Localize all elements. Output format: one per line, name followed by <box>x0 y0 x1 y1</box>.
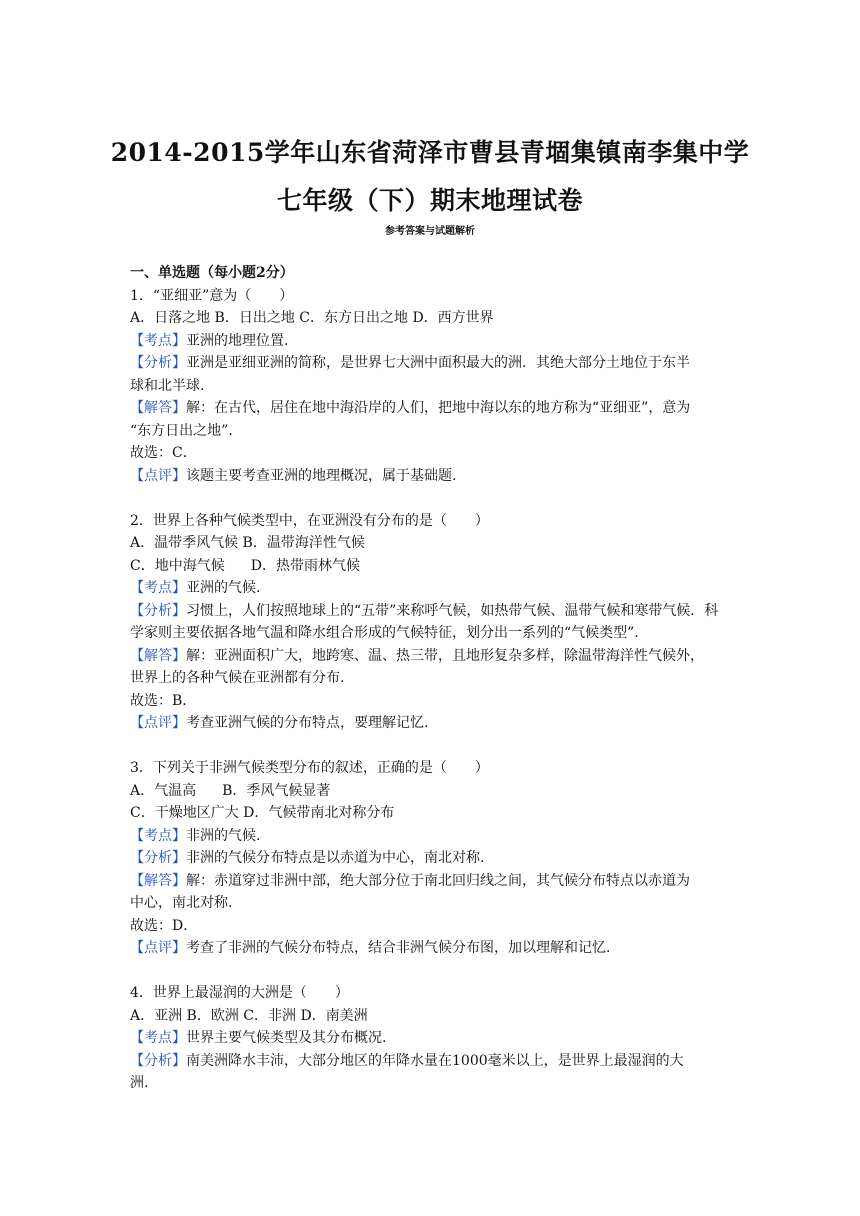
q4-kaodian <box>130 1027 735 1050</box>
q3-options-2: C．干燥地区广大 D．气候带南北对称分布 <box>130 805 395 821</box>
kaodian-tag: 【考点】 <box>130 332 186 349</box>
q2-fenxi <box>130 600 735 623</box>
section-heading: 一、单选题（每小题2分） <box>130 265 294 281</box>
q2-dianping-text: 考查亚洲气候的分布特点，要理解记忆. <box>186 715 429 731</box>
q3-answer: 故选：D． <box>130 917 198 934</box>
q1-answer: 故选：C． <box>130 445 197 461</box>
q3-fenxi-text: 非洲的气候分布特点是以赤道为中心，南北对称. <box>186 850 485 866</box>
q3-jieda <box>130 870 735 893</box>
q2-options-1: A．温带季风气候 B．温带海洋性气候 <box>130 535 365 551</box>
fenxi-tag: 【分析】 <box>130 602 186 619</box>
q2-jieda <box>130 645 735 668</box>
document-title-line1: 2014-2015学年山东省菏泽市曹县青堌集镇南李集中学 <box>110 138 750 167</box>
q1-fenxi <box>130 352 735 375</box>
q2-stem: 2．世界上各种气候类型中，在亚洲没有分布的是（ ） <box>130 512 489 529</box>
dianping-tag: 【点评】 <box>130 940 186 956</box>
q2-answer: 故选：B． <box>130 692 197 709</box>
q3-options-1 <box>130 780 735 803</box>
q1-jieda-cont: “东方日出之地”. <box>130 422 233 439</box>
dianping-tag: 【点评】 <box>130 467 186 484</box>
q1-fenxi-text: 亚洲是亚细亚洲的简称，是世界七大洲中面积最大的洲．其绝大部分土地位于东半 <box>186 355 690 371</box>
q3-option-a: A．气温高 <box>130 782 197 799</box>
spacer <box>130 487 735 510</box>
q1-dianping <box>130 465 735 488</box>
q3-fenxi <box>130 847 735 870</box>
q3-dianping <box>130 937 735 960</box>
q1-dianping-text: 该题主要考查亚洲的地理概况，属于基础题. <box>186 467 457 484</box>
kaodian-tag: 【考点】 <box>130 827 186 844</box>
q3-kaodian <box>130 825 735 848</box>
q1-options: A．日落之地 B．日出之地 C．东方日出之地 D．西方世界 <box>130 310 494 326</box>
q2-option-c: C．地中海气候 <box>130 557 225 574</box>
q4-fenxi <box>130 1050 735 1073</box>
jieda-tag: 【解答】 <box>130 872 186 889</box>
kaodian-tag: 【考点】 <box>130 580 186 596</box>
q1-kaodian <box>130 330 735 353</box>
q1-stem: 1．“亚细亚”意为（ ） <box>130 287 294 304</box>
q1-jieda-text: 解：在古代，居住在地中海沿岸的人们，把地中海以东的地方称为“亚细亚”，意为 <box>186 400 691 416</box>
document-subtitle: 参考答案与试题解析 <box>385 226 475 237</box>
q2-kaodian <box>130 577 735 600</box>
q3-jieda-cont: 中心，南北对称. <box>130 895 233 911</box>
kaodian-tag: 【考点】 <box>130 1030 186 1046</box>
q2-kaodian-text: 亚洲的气候. <box>186 580 261 596</box>
q3-jieda-text: 解：赤道穿过非洲中部，绝大部分位于南北回归线之间，其气候分布特点以赤道为 <box>186 872 690 889</box>
q2-jieda-cont: 世界上的各种气候在亚洲都有分布. <box>130 670 345 686</box>
spacer <box>130 960 735 983</box>
q4-fenxi-text: 南美洲降水丰沛，大部分地区的年降水量在1000毫米以上，是世界上最湿润的大 <box>186 1052 684 1069</box>
jieda-tag: 【解答】 <box>130 647 186 664</box>
q1-kaodian-text: 亚洲的地理位置. <box>186 332 289 349</box>
q2-option-d: D．热带雨林气候 <box>250 557 360 574</box>
q2-dianping <box>130 712 735 735</box>
q4-options: A．亚洲 B．欧洲 C．非洲 D．南美洲 <box>130 1007 368 1024</box>
q1-fenxi-cont: 球和北半球. <box>130 377 205 394</box>
fenxi-tag: 【分析】 <box>130 355 186 371</box>
q2-options-2 <box>130 555 735 578</box>
spacer <box>130 735 735 758</box>
q4-stem: 4．世界上最湿润的大洲是（ ） <box>130 985 349 1001</box>
q1-jieda <box>130 397 735 420</box>
q2-fenxi-text: 习惯上，人们按照地球上的“五带”来称呼气候，如热带气候、温带气候和寒带气候．科 <box>186 602 719 619</box>
fenxi-tag: 【分析】 <box>130 850 186 866</box>
q4-kaodian-text: 世界主要气候类型及其分布概况. <box>186 1030 387 1046</box>
dianping-tag: 【点评】 <box>130 715 186 731</box>
q3-kaodian-text: 非洲的气候. <box>186 827 261 844</box>
q2-jieda-text: 解：亚洲面积广大，地跨寒、温、热三带，且地形复杂多样，除温带海洋性气候外， <box>186 647 704 664</box>
document-body <box>130 262 735 1095</box>
fenxi-tag: 【分析】 <box>130 1052 186 1069</box>
q3-stem: 3．下列关于非洲气候类型分布的叙述，正确的是（ ） <box>130 760 489 776</box>
document-title-line2: 七年级（下）期末地理试卷 <box>276 186 583 215</box>
q4-fenxi-cont: 洲. <box>130 1075 149 1091</box>
q3-dianping-text: 考查了非洲的气候分布特点，结合非洲气候分布图，加以理解和记忆. <box>186 940 611 956</box>
q2-fenxi-cont: 学家则主要依据各地气温和降水组合形成的气候特征，划分出一系列的“气候类型”. <box>130 625 639 641</box>
q3-option-b: B．季风气候显著 <box>222 782 331 799</box>
jieda-tag: 【解答】 <box>130 400 186 416</box>
